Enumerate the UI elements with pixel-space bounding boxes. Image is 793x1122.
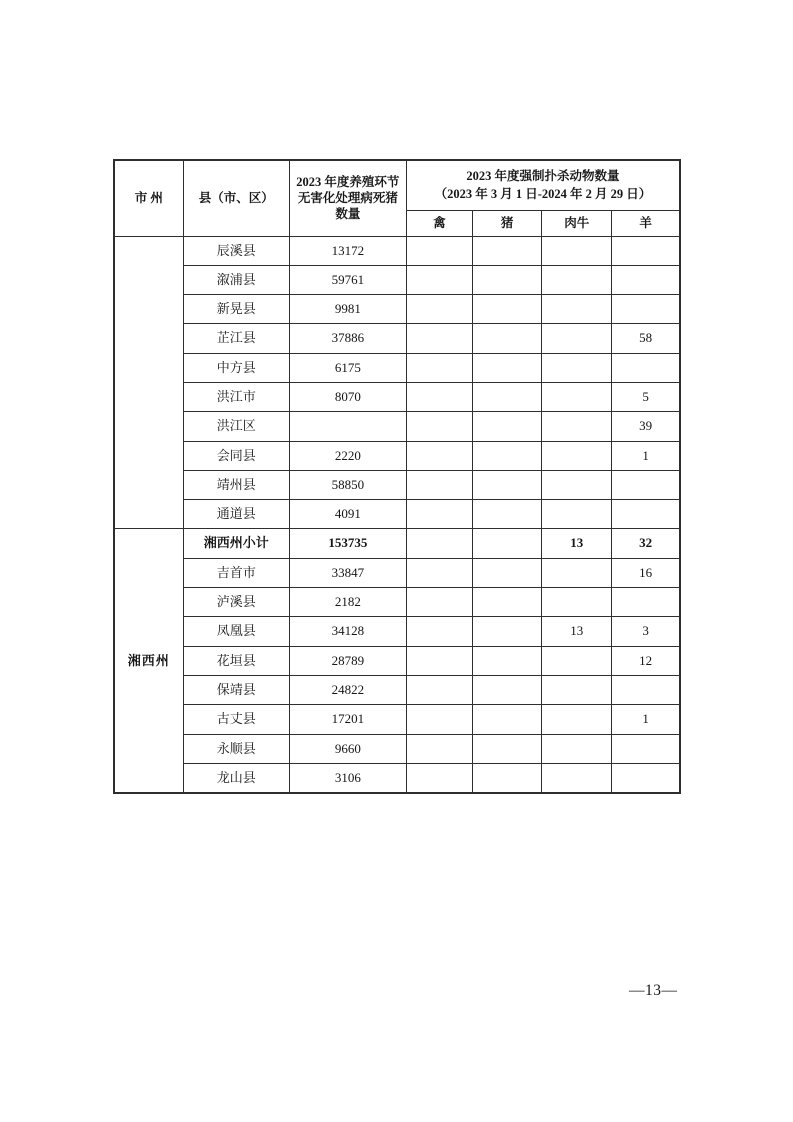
beef-cattle-cell [542, 324, 612, 353]
county-cell: 花垣县 [183, 646, 289, 675]
table-row [114, 734, 680, 763]
header-county: 县（市、区） [183, 160, 289, 236]
sheep-cell: 58 [612, 324, 680, 353]
pig-cell [473, 500, 542, 529]
table-row [114, 675, 680, 704]
pig-disposal-cell: 6175 [289, 353, 406, 382]
table-row [114, 441, 680, 470]
header-beef-cattle: 肉牛 [542, 210, 612, 236]
county-cell: 龙山县 [183, 763, 289, 793]
pig-cell [473, 617, 542, 646]
fowl-cell [406, 558, 472, 587]
county-cell: 通道县 [183, 500, 289, 529]
fowl-cell [406, 353, 472, 382]
county-cell: 洪江市 [183, 382, 289, 411]
pig-cell [473, 382, 542, 411]
fowl-cell [406, 646, 472, 675]
sheep-cell: 39 [612, 412, 680, 441]
beef-cattle-cell [542, 763, 612, 793]
pig-cell [473, 734, 542, 763]
sheep-cell [612, 265, 680, 294]
pig-disposal-cell: 34128 [289, 617, 406, 646]
county-cell: 溆浦县 [183, 265, 289, 294]
fowl-cell [406, 705, 472, 734]
county-cell: 靖州县 [183, 470, 289, 499]
sheep-cell: 32 [612, 529, 680, 558]
county-cell: 吉首市 [183, 558, 289, 587]
city-cell: 湘西州 [114, 529, 183, 793]
fowl-cell [406, 441, 472, 470]
header-cull-title: 2023 年度强制扑杀动物数量 [466, 169, 620, 184]
sheep-cell: 5 [612, 382, 680, 411]
county-cell: 中方县 [183, 353, 289, 382]
pig-cell [473, 470, 542, 499]
fowl-cell [406, 675, 472, 704]
beef-cattle-cell [542, 558, 612, 587]
sheep-cell [612, 353, 680, 382]
fowl-cell [406, 617, 472, 646]
beef-cattle-cell: 13 [542, 617, 612, 646]
sheep-cell [612, 470, 680, 499]
beef-cattle-cell [542, 705, 612, 734]
beef-cattle-cell [542, 646, 612, 675]
sheep-cell: 3 [612, 617, 680, 646]
pig-disposal-cell: 59761 [289, 265, 406, 294]
table-row [114, 353, 680, 382]
pig-disposal-cell: 58850 [289, 470, 406, 499]
county-cell: 凤凰县 [183, 617, 289, 646]
beef-cattle-cell [542, 588, 612, 617]
pig-disposal-cell: 9981 [289, 295, 406, 324]
table-row [114, 324, 680, 353]
table-header [114, 160, 680, 236]
pig-cell [473, 588, 542, 617]
county-cell: 泸溪县 [183, 588, 289, 617]
pig-cell [473, 558, 542, 587]
county-cell: 会同县 [183, 441, 289, 470]
table-row [114, 236, 680, 265]
pig-disposal-cell: 17201 [289, 705, 406, 734]
pig-cell [473, 705, 542, 734]
pig-cell [473, 763, 542, 793]
table-row [114, 265, 680, 294]
pig-disposal-cell: 2182 [289, 588, 406, 617]
header-pig-disposal: 2023 年度养殖环节无害化处理病死猪数量 [289, 160, 406, 236]
county-cell: 洪江区 [183, 412, 289, 441]
pig-disposal-cell [289, 412, 406, 441]
pig-cell [473, 646, 542, 675]
sheep-cell [612, 295, 680, 324]
fowl-cell [406, 470, 472, 499]
beef-cattle-cell [542, 382, 612, 411]
header-cull-period: （2023 年 3 月 1 日-2024 年 2 月 29 日） [434, 187, 652, 202]
sheep-cell [612, 500, 680, 529]
county-cell: 古丈县 [183, 705, 289, 734]
fowl-cell [406, 324, 472, 353]
pig-cell [473, 265, 542, 294]
county-cell: 辰溪县 [183, 236, 289, 265]
fowl-cell [406, 236, 472, 265]
county-cell: 湘西州小计 [183, 529, 289, 558]
table-row [114, 558, 680, 587]
sheep-cell: 16 [612, 558, 680, 587]
table-row [114, 295, 680, 324]
sheep-cell [612, 588, 680, 617]
pig-cell [473, 412, 542, 441]
header-fowl: 禽 [406, 210, 472, 236]
fowl-cell [406, 382, 472, 411]
pig-disposal-cell: 37886 [289, 324, 406, 353]
pig-cell [473, 441, 542, 470]
table-body [114, 236, 680, 793]
beef-cattle-cell [542, 353, 612, 382]
header-pig: 猪 [473, 210, 542, 236]
fowl-cell [406, 763, 472, 793]
sheep-cell [612, 734, 680, 763]
pig-cell [473, 236, 542, 265]
beef-cattle-cell [542, 500, 612, 529]
table-row [114, 763, 680, 793]
table-row [114, 588, 680, 617]
sheep-cell [612, 236, 680, 265]
pig-cell [473, 324, 542, 353]
sheep-cell: 1 [612, 441, 680, 470]
sheep-cell: 12 [612, 646, 680, 675]
pig-disposal-cell: 8070 [289, 382, 406, 411]
table-row [114, 646, 680, 675]
city-cell [114, 236, 183, 529]
sheep-cell: 1 [612, 705, 680, 734]
pig-disposal-cell: 9660 [289, 734, 406, 763]
pig-disposal-cell: 28789 [289, 646, 406, 675]
table-row [114, 500, 680, 529]
table-row [114, 470, 680, 499]
livestock-table [113, 159, 681, 794]
county-cell: 芷江县 [183, 324, 289, 353]
county-cell: 保靖县 [183, 675, 289, 704]
fowl-cell [406, 588, 472, 617]
table-row [114, 412, 680, 441]
fowl-cell [406, 500, 472, 529]
beef-cattle-cell [542, 675, 612, 704]
header-city: 市 州 [114, 160, 183, 236]
sheep-cell [612, 763, 680, 793]
page-number: —13— [629, 982, 678, 999]
fowl-cell [406, 529, 472, 558]
beef-cattle-cell [542, 441, 612, 470]
county-cell: 新晃县 [183, 295, 289, 324]
pig-disposal-cell: 13172 [289, 236, 406, 265]
pig-disposal-cell: 33847 [289, 558, 406, 587]
county-cell: 永顺县 [183, 734, 289, 763]
beef-cattle-cell [542, 412, 612, 441]
beef-cattle-cell [542, 470, 612, 499]
pig-cell [473, 675, 542, 704]
pig-cell [473, 353, 542, 382]
beef-cattle-cell [542, 734, 612, 763]
table-row [114, 617, 680, 646]
fowl-cell [406, 265, 472, 294]
table-row [114, 705, 680, 734]
pig-disposal-cell: 24822 [289, 675, 406, 704]
fowl-cell [406, 295, 472, 324]
sheep-cell [612, 675, 680, 704]
header-cull-group [406, 160, 680, 210]
beef-cattle-cell [542, 265, 612, 294]
table-row [114, 382, 680, 411]
pig-disposal-cell: 2220 [289, 441, 406, 470]
pig-disposal-cell: 3106 [289, 763, 406, 793]
table-row [114, 529, 680, 558]
pig-cell [473, 295, 542, 324]
pig-disposal-cell: 4091 [289, 500, 406, 529]
pig-disposal-cell: 153735 [289, 529, 406, 558]
fowl-cell [406, 734, 472, 763]
fowl-cell [406, 412, 472, 441]
beef-cattle-cell [542, 236, 612, 265]
beef-cattle-cell [542, 295, 612, 324]
header-sheep: 羊 [612, 210, 680, 236]
beef-cattle-cell: 13 [542, 529, 612, 558]
pig-cell [473, 529, 542, 558]
